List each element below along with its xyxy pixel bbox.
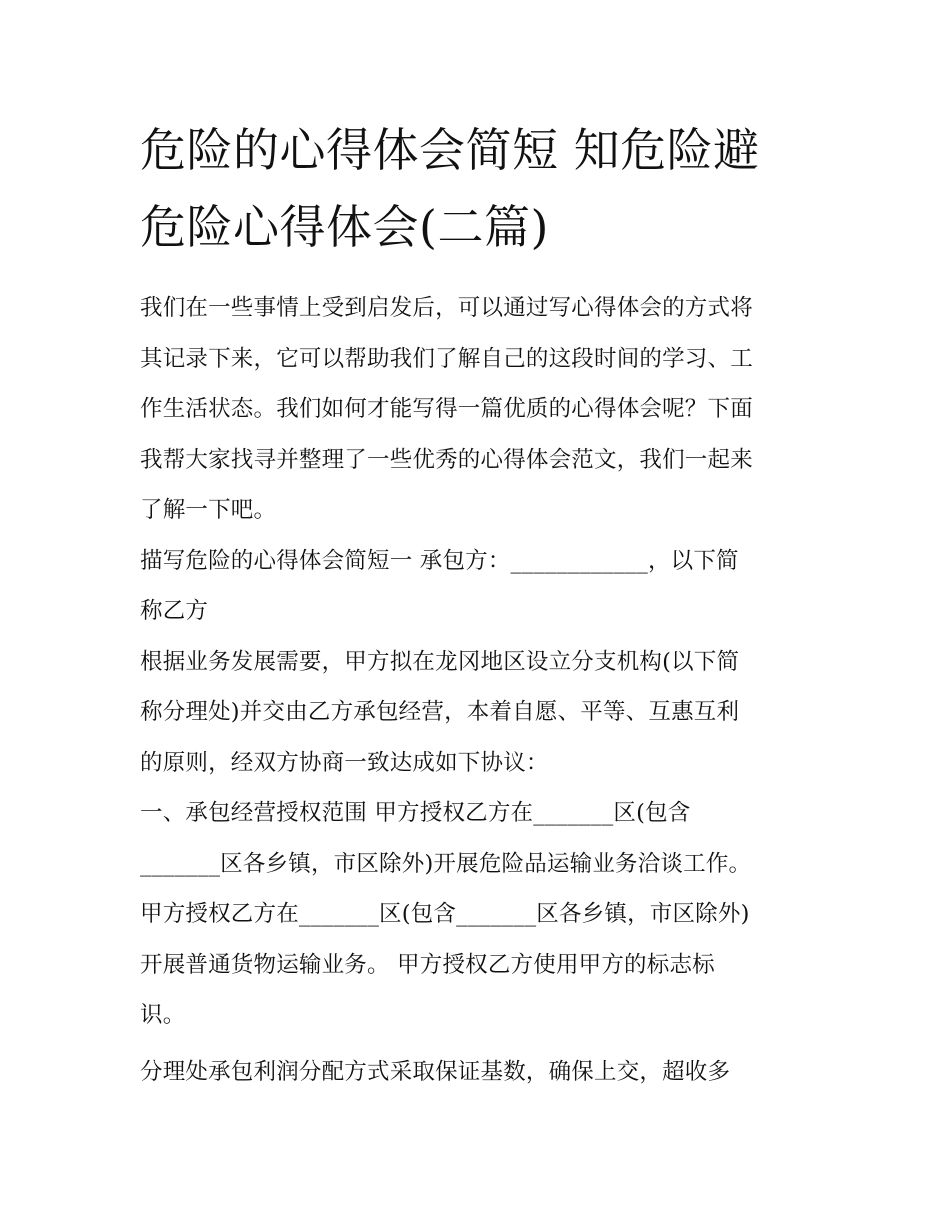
contractor-paragraph bbox=[140, 536, 820, 637]
scope-paragraph bbox=[140, 788, 820, 1041]
text-line: _______区各乡镇，市区除外)开展危险品运输业务洽谈工作。 bbox=[140, 850, 752, 877]
text-line: 的原则，经双方协商一致达成如下协议： bbox=[140, 749, 549, 776]
text-line: 描写危险的心得体会简短一 承包方：____________，以下简 bbox=[140, 547, 739, 574]
text-line: 开展普通货物运输业务。 甲方授权乙方使用甲方的标志标 bbox=[140, 951, 715, 978]
text-line: 其记录下来，它可以帮助我们了解自己的这段时间的学习、工 bbox=[140, 345, 753, 372]
title-line: 危险的心得体会简短 知危险避 bbox=[140, 123, 760, 177]
text-line: 作生活状态。我们如何才能写得一篇优质的心得体会呢？下面 bbox=[140, 396, 753, 422]
profit-paragraph bbox=[140, 1047, 820, 1098]
title-line: 危险心得体会(二篇) bbox=[140, 200, 549, 254]
text-line: 甲方授权乙方在_______区(包含_______区各乡镇，市区除外) bbox=[140, 901, 750, 927]
text-line: 根据业务发展需要，甲方拟在龙冈地区设立分支机构(以下简 bbox=[140, 648, 740, 675]
background-paragraph bbox=[140, 637, 820, 789]
document-title bbox=[140, 112, 820, 266]
text-line: 称分理处)并交由乙方承包经营，本着自愿、平等、互惠互利 bbox=[140, 699, 740, 725]
text-line: 我们在一些事情上受到启发后，可以通过写心得体会的方式将 bbox=[140, 295, 753, 321]
intro-paragraph bbox=[140, 283, 820, 536]
text-line: 识。 bbox=[140, 1002, 186, 1028]
text-line: 了解一下吧。 bbox=[140, 497, 277, 523]
text-line: 分理处承包利润分配方式采取保证基数，确保上交，超收多 bbox=[140, 1058, 731, 1085]
text-line: 一、承包经营授权范围 甲方授权乙方在_______区(包含 bbox=[140, 800, 691, 826]
text-line: 我帮大家找寻并整理了一些优秀的心得体会范文，我们一起来 bbox=[140, 446, 753, 473]
document-content bbox=[140, 112, 820, 1097]
text-line: 称乙方 bbox=[140, 598, 209, 624]
